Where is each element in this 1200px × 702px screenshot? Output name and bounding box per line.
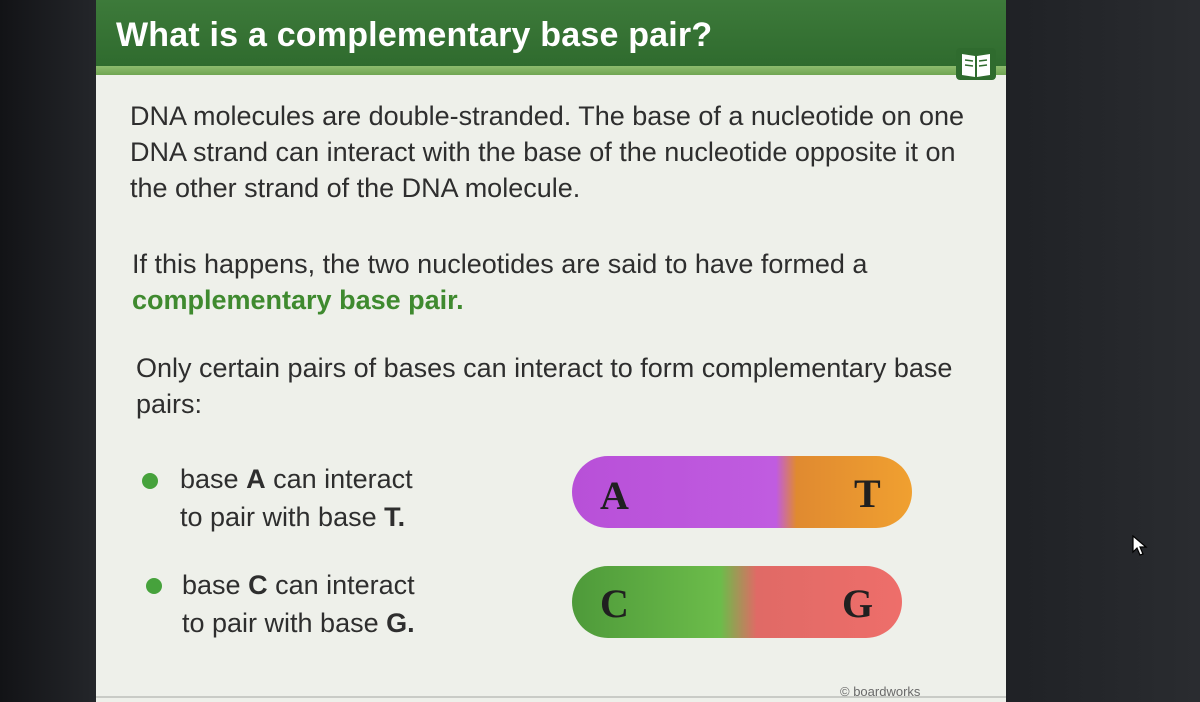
title-bar — [96, 0, 1006, 66]
bullet-text: to pair with base — [180, 502, 385, 532]
monitor-bezel-right — [1002, 0, 1200, 702]
bullet-c-g — [182, 566, 415, 642]
highlight-term: complementary base pair. — [132, 285, 464, 315]
paragraph-intro: DNA molecules are double-stranded. The base of a nucleotide on one DNA strand can interact with the base of the nucleotide opposite it on the other strand of the DNA molecule. — [130, 101, 965, 203]
paragraph-definition — [132, 246, 992, 318]
bullet-text: can interact — [265, 464, 413, 494]
brand-text: boardworks — [853, 684, 921, 699]
base-letter-a: A — [600, 473, 629, 518]
bullet-line — [180, 498, 413, 536]
bullet-a-t — [180, 460, 413, 536]
paragraph-definition-text: If this happens, the two nucleotides are said to have formed a — [132, 249, 868, 279]
bullet-dot — [142, 473, 158, 489]
book-icon[interactable] — [954, 44, 998, 84]
base-label: C — [248, 570, 268, 600]
bullet-text: base — [180, 464, 247, 494]
bullet-text: to pair with base — [182, 608, 387, 638]
mouse-cursor-icon — [1132, 535, 1148, 557]
base-letter-g: G — [842, 581, 874, 626]
bullet-dot — [146, 578, 162, 594]
bullet-line — [182, 604, 415, 642]
base-label: G. — [386, 608, 415, 638]
slide-title: What is a complementary base pair? — [116, 16, 713, 54]
slide — [96, 0, 1006, 702]
monitor-bezel-left — [0, 0, 96, 702]
base-label: T. — [384, 502, 406, 532]
bullet-text: can interact — [267, 570, 415, 600]
base-label: A — [246, 464, 266, 494]
bullet-line — [180, 460, 413, 498]
brand-logo: © boardworks — [840, 684, 921, 699]
base-letter-t: T — [854, 471, 881, 516]
base-letter-c: C — [600, 581, 629, 626]
title-underline — [96, 66, 1006, 75]
bullet-text: base — [182, 570, 249, 600]
bullet-line — [182, 566, 415, 604]
paragraph-pairs-intro: Only certain pairs of bases can interact to form complementary base pairs: — [136, 353, 953, 419]
